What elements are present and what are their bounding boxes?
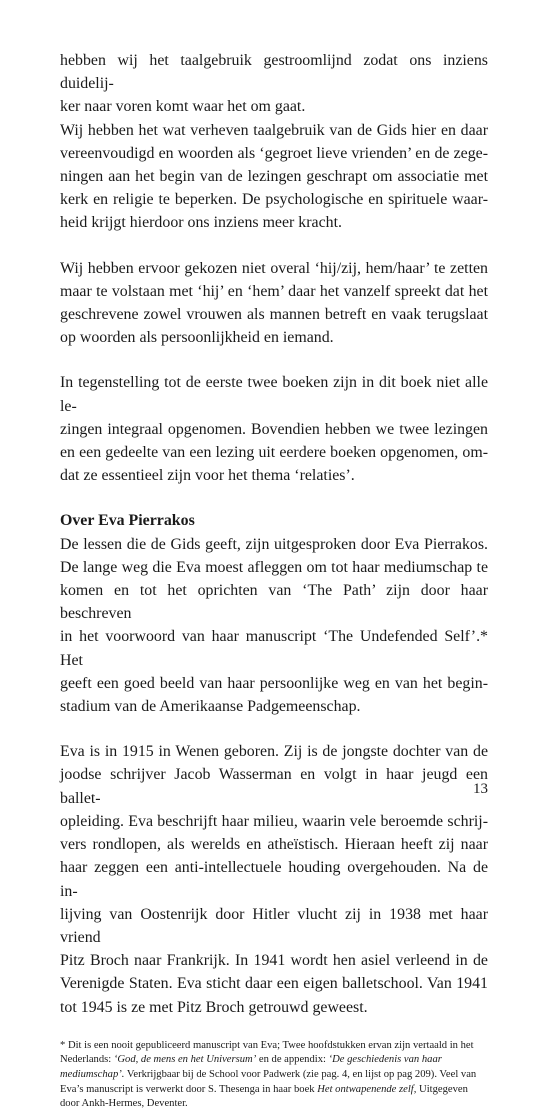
text-line: maar te volstaan met ‘hij’ en ‘hem’ daar het vanzelf spreekt dat het xyxy=(60,282,488,300)
paragraph-3 xyxy=(60,371,488,487)
section-heading: Over Eva Pierrakos xyxy=(60,512,195,530)
text-line: ker naar voren komt waar het om gaat. xyxy=(60,98,306,116)
text-line: Verenigde Staten. Eva sticht daar een eigen balletschool. Van 1941 xyxy=(60,975,488,993)
paragraph-gap xyxy=(60,349,488,371)
text-line: geeft een goed beeld van haar persoonlijke weg en van het begin- xyxy=(60,674,488,692)
text-line: vers rondlopen, als werelds en atheïstisch. Hieraan heeft zij naar xyxy=(60,836,488,854)
footnote-text: * Dit is een nooit gepubliceerd manuscript van Eva; Twee hoofdstukken ervan zijn vertaald in het Nederlands: xyxy=(60,1039,474,1066)
text-line: Wij hebben ervoor gekozen niet overal ‘hij/zij, hem/haar’ te zetten xyxy=(60,259,488,277)
text-line: tot 1945 is ze met Pitz Broch getrouwd geweest. xyxy=(60,998,368,1016)
paragraph-1 xyxy=(60,49,488,235)
paragraph-gap xyxy=(60,718,488,740)
text-line: op woorden als persoonlijkheid en iemand. xyxy=(60,329,334,347)
text-line: Wij hebben het wat verheven taalgebruik van de Gids hier en daar xyxy=(60,121,488,139)
text-line: en een gedeelte van een lezing uit eerdere boeken opgenomen, om- xyxy=(60,444,488,462)
page-number: 13 xyxy=(473,781,488,797)
text-line: De lange weg die Eva moest afleggen om tot haar mediumschap te xyxy=(60,558,488,576)
text-line: vereenvoudigd en woorden als ‘gegroet lieve vrienden’ en de zege- xyxy=(60,144,488,162)
paragraph-gap xyxy=(60,487,488,509)
text-line: De lessen die de Gids geeft, zijn uitgesproken door Eva Pierrakos. xyxy=(60,535,488,553)
text-line: geschrevene zowel vrouwen als mannen betreft en vaak terugslaat xyxy=(60,306,488,324)
text-line: hebben wij het taalgebruik gestroomlijnd zodat ons inziens duidelij- xyxy=(60,52,488,93)
text-line: dat ze essentieel zijn voor het thema ‘relaties’. xyxy=(60,467,355,485)
footnote-title: ‘God, de mens en het Universum’ xyxy=(113,1054,257,1066)
paragraph-5 xyxy=(60,740,488,1018)
text-line: kerk en religie te beperken. De psychologische en spirituele waar- xyxy=(60,191,488,209)
text-line: Pitz Broch naar Frankrijk. In 1941 wordt hen asiel verleend in de xyxy=(60,952,488,970)
text-line: joodse schrijver Jacob Wasserman en volgt in haar jeugd een ballet- xyxy=(60,766,488,807)
footnote xyxy=(60,1039,488,1112)
text-line: lijving van Oostenrijk door Hitler vlucht zij in 1938 met haar vriend xyxy=(60,905,488,946)
footnote-text: Uitgegeven door Ankh-Hermes, Deventer. xyxy=(60,1083,468,1110)
text-line: Eva is in 1915 in Wenen geboren. Zij is de jongste dochter van de xyxy=(60,743,488,761)
paragraph-2 xyxy=(60,257,488,350)
text-line: komen en tot het oprichten van ‘The Path’ zijn door haar beschreven xyxy=(60,582,488,623)
paragraph-4 xyxy=(60,533,488,719)
text-line: ningen aan het begin van de lezingen geschrapt om associatie met xyxy=(60,168,488,186)
footnote-title: ‘De geschiedenis van haar mediumschap’. xyxy=(60,1054,442,1080)
text-line: in het voorwoord van haar manuscript ‘The Undefended Self’.* Het xyxy=(60,628,488,669)
text-line: opleiding. Eva beschrijft haar milieu, waarin vele beroemde schrij- xyxy=(60,812,488,830)
paragraph-gap xyxy=(60,235,488,257)
text-line: haar zeggen een anti-intellectuele houding overgehouden. Na de in- xyxy=(60,859,488,900)
text-line: stadium van de Amerikaanse Padgemeenschap. xyxy=(60,698,361,716)
footnote-text: Verkrijgbaar bij de School voor Padwerk (zie pag. 4, en lijst op pag 209). Veel van Eva’s manuscript is verwerkt door S. Thesenga in haar boek xyxy=(60,1068,477,1095)
footnote-title: Het ontwapenende zelf, xyxy=(317,1083,417,1095)
footnote-text: en de appendix: xyxy=(256,1054,329,1066)
text-line: heid krijgt hierdoor ons inziens meer kracht. xyxy=(60,214,342,232)
text-line: zingen integraal opgenomen. Bovendien hebben we twee lezingen xyxy=(60,420,488,438)
text-line: In tegenstelling tot de eerste twee boeken zijn in dit boek niet alle le- xyxy=(60,374,488,415)
